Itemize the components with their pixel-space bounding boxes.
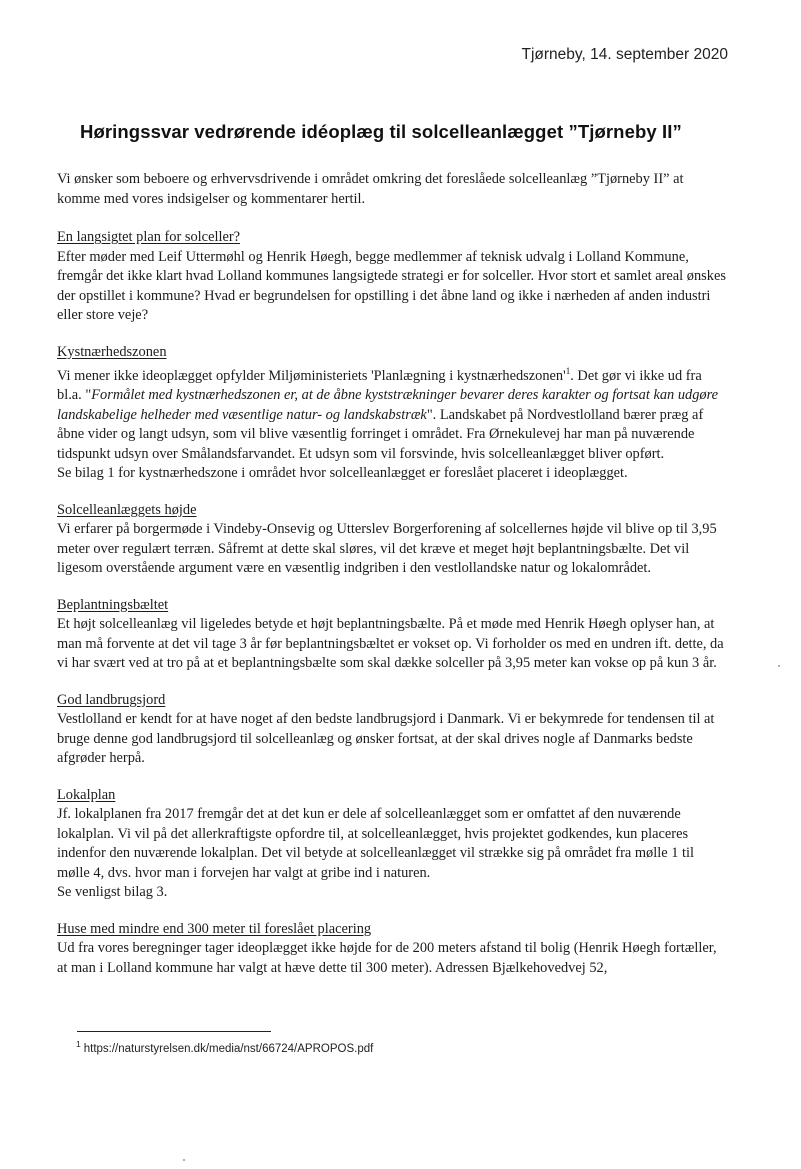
scan-speck xyxy=(778,665,780,667)
section-text: Ud fra vores beregninger tager ideoplægget ikke højde for de 200 meters afstand til bolig (Henrik Høegh fortæller, at man i Lolland kommune har valgt at hæve dette til 300 meter). Adressen Bjælkehovedvej 52, xyxy=(57,940,717,976)
section-plan xyxy=(57,228,729,326)
section-kystnaerhedszonen xyxy=(57,343,729,484)
section-text: Vestlolland er kendt for at have noget af den bedste landbrugsjord i Danmark. Vi er bekymrede for tendensen til at bruge denne god landbrugsjord til solcelleanlæg og ønsker fortsat, at der skal drives nogle af Danmarks bedste afgrøder herpå. xyxy=(57,711,715,767)
footnote xyxy=(76,1039,373,1055)
section-heading: Huse med mindre end 300 meter til foreslået placering xyxy=(57,920,372,937)
section-heading: En langsigtet plan for solceller? xyxy=(57,229,241,245)
section-text: Et højt solcelleanlæg vil ligeledes betyde et højt beplantningsbælte. På et møde med Henrik Høegh oplyser han, at man må forvente at det vil tage 3 år før beplantningsbæltet er vokset op. Vi forholder os med en undren ift. dette, da vi har svært ved at tro på at et beplantningsbælte som skal dække solceller på 3,95 meter kan vokse op på kun 3 år. xyxy=(57,616,724,672)
section-beplantningsbaeltet xyxy=(57,596,729,674)
intro-paragraph: Vi ønsker som beboere og erhvervsdrivende i området omkring det foreslåede solcelleanlæg ”Tjørneby II” at komme med vores indsigelser og kommentarer hertil. xyxy=(57,171,684,207)
section-heading: Kystnærhedszonen xyxy=(57,343,167,360)
section-heading: Solcelleanlæggets højde xyxy=(57,501,197,518)
section-note: Se venligst bilag 3. xyxy=(57,884,168,901)
section-hojde xyxy=(57,501,729,579)
footnote-reference: 1 xyxy=(565,366,571,376)
footnote-divider xyxy=(77,1031,271,1032)
footnote-number: 1 xyxy=(76,1039,81,1049)
section-note: Se bilag 1 for kystnærhedszone i området hvor solcelleanlægget er foreslået placeret i ideoplægget. xyxy=(57,465,628,482)
section-landbrugsjord xyxy=(57,691,729,769)
section-text: Vi mener ikke ideoplægget opfylder Miljøministeriets 'Planlægning i kystnærhedszonen'$^1$. Det gør vi ikke ud fra bl.a. "Formålet med kystnærhedszonen er, at de åbne kyststrækninger bevarer deres karakter og fortsat kan udgøre landskabelige helheder med væsentlige natur- og landskabstræk". Landskabet på Nordvestlolland bærer præg af åbne vider og langt udsyn, som vil blive væsentlig forringet i området. Fra Ørnekulevej har man på nuværende tidspunkt udsyn over Smålandsfarvandet. Et udsyn som vil forsvinde, hvis solcelleanlægget bliver opført. xyxy=(57,366,719,462)
section-heading: Lokalplan xyxy=(57,786,116,803)
section-huse xyxy=(57,920,729,979)
section-text: Efter møder med Leif Uttermøhl og Henrik Høegh, begge medlemmer af teknisk udvalg i Lolland Kommune, fremgår det ikke klart hvad Lolland kommunes langsigtede strategi er for solceller. Hvor stort et samlet areal ønskes der opstillet i kommune? Hvad er begrundelsen for opstilling i det åbne land og ikke i nærheden af anden industri eller store veje? xyxy=(57,248,726,323)
letter-title: Høringssvar vedrørende idéoplæg til solcelleanlægget ”Tjørneby II” xyxy=(80,121,682,142)
section-text: Vi erfarer på borgermøde i Vindeby-Onsevig og Utterslev Borgerforening af solcellernes højde vil blive op til 3,95 meter over regulært terræn. Såfremt at dette skal sløres, vil det kræve et meget højt beplantningsbælte. Det vil ligesom overstående argument være en væsentlig indgriben i den vestlollandske natur og lokalområdet. xyxy=(57,521,717,577)
footnote-url: https://naturstyrelsen.dk/media/nst/66724/APROPOS.pdf xyxy=(83,1042,374,1055)
quoted-text: Formålet med kystnærhedszonen er, at de åbne kyststrækninger bevarer deres karakter og fortsat kan udgøre landskabelige helheder med væsentlige natur- og landskabstræk xyxy=(57,387,719,423)
section-text: Jf. lokalplanen fra 2017 fremgår det at det kun er dele af solcelleanlægget som er omfattet af den nuværende lokalplan. Vi vil på det allerkraftigste opfordre til, at solcelleanlægget, hvis projektet godkendes, kun placeres indenfor den nuværende lokalplan. Det vil betyde at solcelleanlægget vil strække sig på området fra mølle 1 til mølle 4, dvs. hvor man i forvejen har valgt at gribe ind i naturen. xyxy=(57,806,695,881)
section-heading: Beplantningsbæltet xyxy=(57,596,169,613)
letter-date: Tjørneby, 14. september 2020 xyxy=(521,46,728,63)
section-heading: God landbrugsjord xyxy=(57,691,166,708)
scan-speck xyxy=(183,1159,185,1161)
section-lokalplan xyxy=(57,786,729,903)
letter-body xyxy=(57,170,729,995)
